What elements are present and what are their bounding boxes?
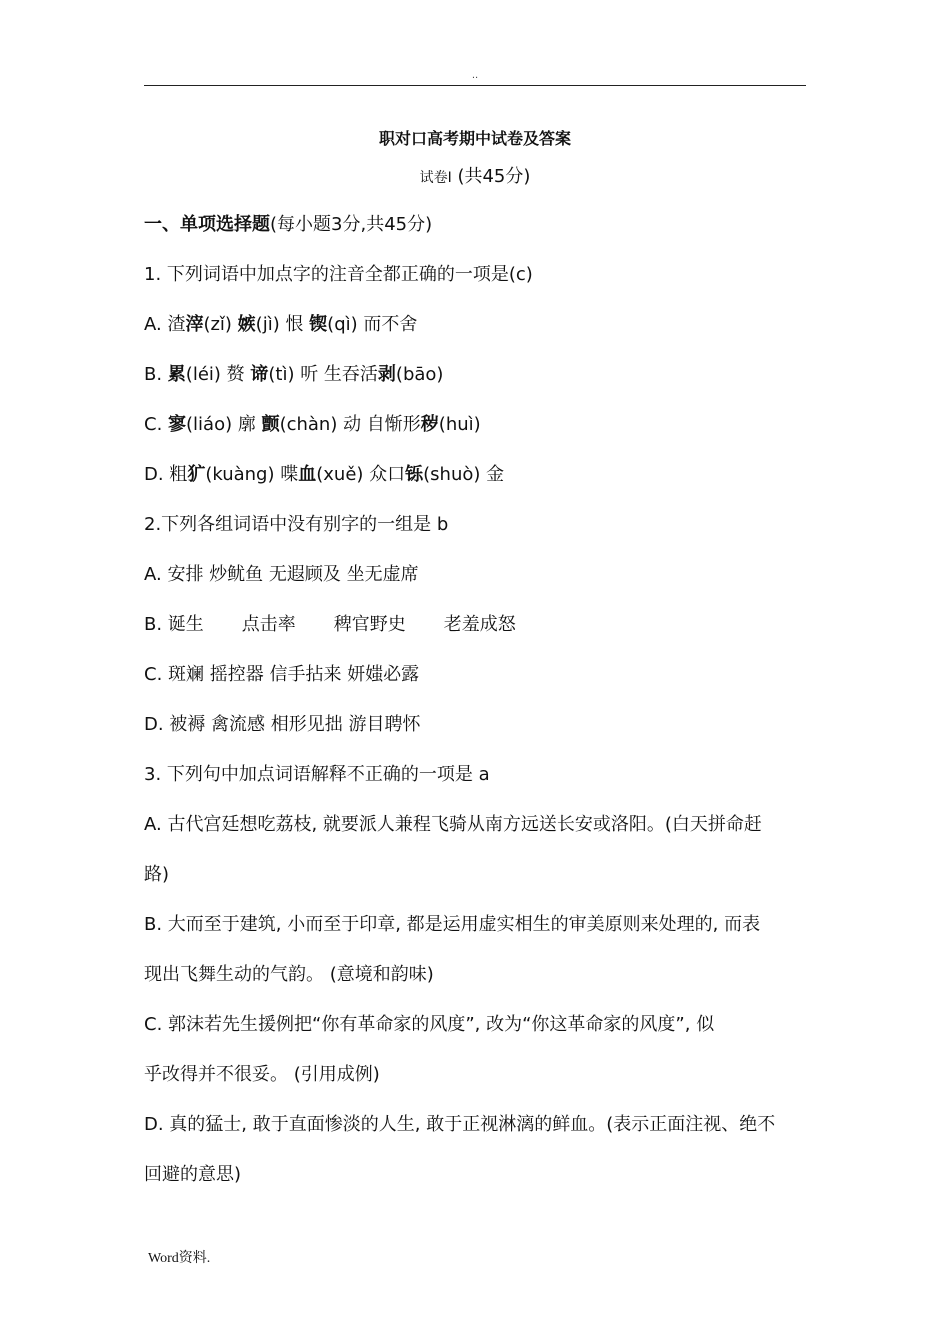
question-3-option-d: D. 真的猛士, 敢于直面惨淡的人生, 敢于正视淋漓的鲜血。(表示正面注视、绝不 xyxy=(144,1114,776,1135)
opt-text: B. 诞生 xyxy=(144,614,204,635)
opt-text: C. xyxy=(144,414,169,435)
opt-text: (tì) 听 生吞活 xyxy=(268,364,378,385)
subtitle-score: (共45分) xyxy=(457,166,531,187)
page-title: 职对口高考期中试卷及答案 xyxy=(378,129,571,148)
question-1-stem: 1. 下列词语中加点字的注音全都正确的一项是(c) xyxy=(144,264,533,285)
question-1-option-c xyxy=(144,400,808,450)
dotted-char: 颤 xyxy=(261,414,280,435)
section-heading xyxy=(144,200,808,250)
dotted-char: 剥 xyxy=(377,364,396,385)
dotted-char: 犷 xyxy=(187,464,206,485)
header-rule xyxy=(144,85,806,86)
dotted-char: 滓 xyxy=(185,314,204,335)
question-2-option-d: D. 被褥 禽流感 相形见拙 游目聘怀 xyxy=(144,714,421,735)
opt-text: 老羞成怒 xyxy=(443,614,516,635)
question-2-stem: 2.下列各组词语中没有别字的一组是 b xyxy=(144,514,449,535)
dotted-char: 嫉 xyxy=(237,314,256,335)
opt-text: (zǐ) xyxy=(203,314,238,335)
opt-text: (xuě) 众口 xyxy=(316,464,406,485)
section-title: 一、单项选择题 xyxy=(144,214,270,235)
dotted-char: 秽 xyxy=(420,414,439,435)
page-footer: Word资料. xyxy=(148,1251,211,1266)
opt-text: (qì) 而不舍 xyxy=(327,314,418,335)
subtitle-paper: 试卷Ⅰ xyxy=(419,170,452,186)
opt-text: (bāo) xyxy=(395,364,444,385)
question-3-option-c: C. 郭沫若先生援例把“你有革命家的风度”, 改为“你这革命家的风度”, 似 xyxy=(144,1014,715,1035)
page-subtitle xyxy=(0,162,950,188)
opt-text: (huì) xyxy=(438,414,481,435)
dotted-char: 血 xyxy=(298,464,317,485)
dotted-char: 寥 xyxy=(168,414,187,435)
question-3-option-c-cont: 乎改得并不很妥。 (引用成例) xyxy=(144,1064,380,1085)
question-1-option-b xyxy=(144,350,808,400)
dotted-char: 铄 xyxy=(405,464,424,485)
question-3-option-a-cont: 路) xyxy=(144,864,170,885)
question-2-option-c: C. 斑斓 摇控器 信手拈来 妍媸必露 xyxy=(144,664,420,685)
question-2-option-b xyxy=(144,600,808,650)
header-dots: .. xyxy=(471,70,479,81)
dotted-char: 累 xyxy=(167,364,186,385)
opt-text: (chàn) 动 自惭形 xyxy=(279,414,421,435)
opt-text: (shuò) 金 xyxy=(423,464,505,485)
opt-text: (liáo) 廓 xyxy=(186,414,262,435)
dotted-char: 谛 xyxy=(250,364,269,385)
opt-text: (léi) 赘 xyxy=(185,364,251,385)
question-1-option-a xyxy=(144,300,808,350)
question-3-option-d-cont: 回避的意思) xyxy=(144,1164,242,1185)
opt-text: A. 渣 xyxy=(144,314,186,335)
question-3-stem: 3. 下列句中加点词语解释不正确的一项是 a xyxy=(144,764,490,785)
opt-text: B. xyxy=(144,364,168,385)
document-body xyxy=(144,200,808,1200)
opt-text: 点击率 xyxy=(241,614,296,635)
opt-text: (jì) 恨 xyxy=(255,314,310,335)
question-2-option-a: A. 安排 炒鱿鱼 无遐顾及 坐无虚席 xyxy=(144,564,419,585)
question-3-option-a: A. 古代宫廷想吃荔枝, 就要派人兼程飞骑从南方远送长安或洛阳。(白天拼命赶 xyxy=(144,814,762,835)
question-3-option-b-cont: 现出飞舞生动的气韵。 (意境和韵味) xyxy=(144,964,434,985)
dotted-char: 锲 xyxy=(309,314,328,335)
opt-text: D. 粗 xyxy=(144,464,188,485)
opt-text: (kuàng) 喋 xyxy=(205,464,299,485)
question-1-option-d xyxy=(144,450,808,500)
opt-text: 稗官野史 xyxy=(333,614,406,635)
section-note: (每小题3分,共45分) xyxy=(270,214,433,235)
question-3-option-b: B. 大而至于建筑, 小而至于印章, 都是运用虚实相生的审美原则来处理的, 而表 xyxy=(144,914,761,935)
